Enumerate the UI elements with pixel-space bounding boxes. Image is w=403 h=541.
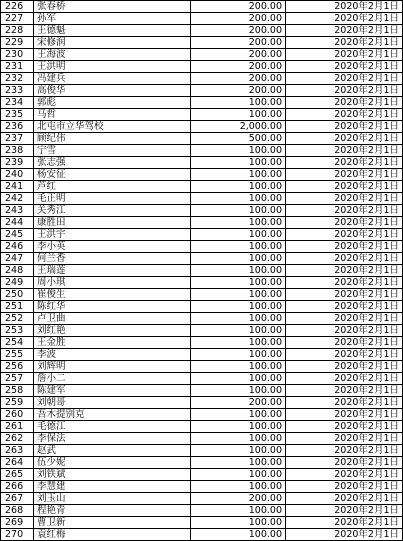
amount-cell[interactable]: 200.00 [191,37,286,49]
date-cell[interactable]: 2020年2月1日 [286,361,403,373]
date-cell[interactable]: 2020年2月1日 [286,529,403,541]
row-number-cell[interactable]: 257 [1,373,34,385]
row-number-cell[interactable]: 269 [1,517,34,529]
date-cell[interactable]: 2020年2月1日 [286,373,403,385]
name-cell[interactable]: 毛德江 [34,421,191,433]
date-cell[interactable]: 2020年2月1日 [286,277,403,289]
name-cell[interactable]: 北屯市立华驾校 [34,121,191,133]
row-number-cell[interactable]: 240 [1,169,34,181]
amount-cell[interactable]: 100.00 [191,469,286,481]
name-cell[interactable]: 宁雪 [34,145,191,157]
name-cell[interactable]: 卢卫曲 [34,313,191,325]
row-number-cell[interactable]: 253 [1,325,34,337]
amount-cell[interactable]: 100.00 [191,265,286,277]
name-cell[interactable]: 何兰香 [34,253,191,265]
table-row [1,61,403,73]
name-cell[interactable]: 程艳青 [34,505,191,517]
row-number-cell[interactable]: 242 [1,193,34,205]
date-cell[interactable]: 2020年2月1日 [286,397,403,409]
amount-cell[interactable]: 100.00 [191,253,286,265]
date-cell[interactable]: 2020年2月1日 [286,217,403,229]
amount-cell[interactable]: 2,000.00 [191,121,286,133]
table-row [1,253,403,265]
row-number-cell[interactable]: 235 [1,109,34,121]
date-cell[interactable]: 2020年2月1日 [286,157,403,169]
amount-cell[interactable]: 100.00 [191,361,286,373]
table-row [1,313,403,325]
date-cell[interactable]: 2020年2月1日 [286,121,403,133]
row-number-cell[interactable]: 234 [1,97,34,109]
row-number-cell[interactable]: 249 [1,277,34,289]
name-cell[interactable]: 崔俊生 [34,289,191,301]
row-number-cell[interactable]: 244 [1,217,34,229]
date-cell[interactable]: 2020年2月1日 [286,241,403,253]
amount-cell[interactable]: 200.00 [191,85,286,97]
row-number-cell[interactable]: 246 [1,241,34,253]
date-cell[interactable]: 2020年2月1日 [286,421,403,433]
table-row [1,421,403,433]
table-row [1,49,403,61]
amount-cell[interactable]: 200.00 [191,1,286,13]
table-row [1,277,403,289]
name-cell[interactable]: 刘红艳 [34,325,191,337]
name-cell[interactable]: 李慧建 [34,481,191,493]
amount-cell[interactable]: 100.00 [191,181,286,193]
name-cell[interactable]: 毛正明 [34,193,191,205]
name-cell[interactable]: 康胜田 [34,217,191,229]
date-cell[interactable]: 2020年2月1日 [286,301,403,313]
amount-cell[interactable]: 200.00 [191,73,286,85]
row-number-cell[interactable]: 263 [1,445,34,457]
amount-cell[interactable]: 100.00 [191,505,286,517]
name-cell[interactable]: 冯建兵 [34,73,191,85]
amount-cell[interactable]: 100.00 [191,205,286,217]
amount-cell[interactable]: 200.00 [191,397,286,409]
amount-cell[interactable]: 100.00 [191,193,286,205]
name-cell[interactable]: 李保法 [34,433,191,445]
row-number-cell[interactable]: 256 [1,361,34,373]
name-cell[interactable]: 王洪明 [34,61,191,73]
table-row [1,241,403,253]
name-cell[interactable]: 周小琪 [34,277,191,289]
row-number-cell[interactable]: 268 [1,505,34,517]
date-cell[interactable]: 2020年2月1日 [286,229,403,241]
name-cell[interactable]: 曹卫新 [34,517,191,529]
date-cell[interactable]: 2020年2月1日 [286,49,403,61]
amount-cell[interactable]: 100.00 [191,301,286,313]
table-row [1,169,403,181]
row-number-cell[interactable]: 252 [1,313,34,325]
row-number-cell[interactable]: 236 [1,121,34,133]
table-row [1,265,403,277]
date-cell[interactable]: 2020年2月1日 [286,493,403,505]
amount-cell[interactable]: 100.00 [191,325,286,337]
date-cell[interactable]: 2020年2月1日 [286,37,403,49]
date-cell[interactable]: 2020年2月1日 [286,169,403,181]
amount-cell[interactable]: 100.00 [191,157,286,169]
name-cell[interactable]: 吾木提别克 [34,409,191,421]
date-cell[interactable]: 2020年2月1日 [286,289,403,301]
name-cell[interactable]: 詹小二 [34,373,191,385]
name-cell[interactable]: 张春桥 [34,1,191,13]
name-cell[interactable]: 杨安征 [34,169,191,181]
date-cell[interactable]: 2020年2月1日 [286,457,403,469]
table-row [1,445,403,457]
amount-cell[interactable]: 100.00 [191,109,286,121]
table-row [1,397,403,409]
amount-cell[interactable]: 100.00 [191,349,286,361]
row-number-cell[interactable]: 230 [1,49,34,61]
row-number-cell[interactable]: 232 [1,73,34,85]
date-cell[interactable]: 2020年2月1日 [286,313,403,325]
table-row [1,145,403,157]
table-row [1,73,403,85]
amount-cell[interactable]: 100.00 [191,385,286,397]
table-row [1,85,403,97]
table-row [1,25,403,37]
amount-cell[interactable]: 100.00 [191,169,286,181]
name-cell[interactable]: 刘朝哥 [34,397,191,409]
table-row [1,481,403,493]
row-number-cell[interactable]: 226 [1,1,34,13]
table-row [1,409,403,421]
name-cell[interactable]: 孙军 [34,13,191,25]
name-cell[interactable]: 王德魁 [34,25,191,37]
date-cell[interactable]: 2020年2月1日 [286,109,403,121]
table-row [1,13,403,25]
amount-cell[interactable]: 100.00 [191,421,286,433]
name-cell[interactable]: 袁红梅 [34,529,191,541]
table-row [1,505,403,517]
row-number-cell[interactable]: 264 [1,457,34,469]
row-number-cell[interactable]: 241 [1,181,34,193]
amount-cell[interactable]: 100.00 [191,229,286,241]
name-cell[interactable]: 马哲 [34,109,191,121]
date-cell[interactable]: 2020年2月1日 [286,481,403,493]
amount-cell[interactable]: 200.00 [191,61,286,73]
table-row [1,1,403,13]
table-row [1,229,403,241]
table-row [1,457,403,469]
table-row [1,349,403,361]
row-number-cell[interactable]: 260 [1,409,34,421]
amount-cell[interactable]: 100.00 [191,457,286,469]
table-row [1,493,403,505]
name-cell[interactable]: 李小英 [34,241,191,253]
table-row [1,37,403,49]
amount-cell[interactable]: 200.00 [191,49,286,61]
table-row [1,217,403,229]
table-row [1,133,403,145]
name-cell[interactable]: 芦红 [34,181,191,193]
name-cell[interactable]: 关秀江 [34,205,191,217]
row-number-cell[interactable]: 270 [1,529,34,541]
table-row [1,373,403,385]
date-cell[interactable]: 2020年2月1日 [286,181,403,193]
amount-cell[interactable]: 100.00 [191,373,286,385]
row-number-cell[interactable]: 239 [1,157,34,169]
amount-cell[interactable]: 100.00 [191,313,286,325]
date-cell[interactable]: 2020年2月1日 [286,205,403,217]
row-number-cell[interactable]: 251 [1,301,34,313]
amount-cell[interactable]: 100.00 [191,445,286,457]
amount-cell[interactable]: 100.00 [191,145,286,157]
table-row [1,181,403,193]
date-cell[interactable]: 2020年2月1日 [286,409,403,421]
amount-cell[interactable]: 100.00 [191,529,286,541]
date-cell[interactable]: 2020年2月1日 [286,145,403,157]
row-number-cell[interactable]: 250 [1,289,34,301]
amount-cell[interactable]: 100.00 [191,217,286,229]
date-cell[interactable]: 2020年2月1日 [286,133,403,145]
amount-cell[interactable]: 100.00 [191,409,286,421]
table-row [1,361,403,373]
date-cell[interactable]: 2020年2月1日 [286,97,403,109]
table-row [1,289,403,301]
date-cell[interactable]: 2020年2月1日 [286,325,403,337]
table-row [1,325,403,337]
date-cell[interactable]: 2020年2月1日 [286,385,403,397]
name-cell[interactable]: 刘铁斌 [34,469,191,481]
date-cell[interactable]: 2020年2月1日 [286,517,403,529]
name-cell[interactable]: 李波 [34,349,191,361]
name-cell[interactable]: 陈建军 [34,385,191,397]
table-row [1,337,403,349]
name-cell[interactable]: 郭彪 [34,97,191,109]
amount-cell[interactable]: 100.00 [191,337,286,349]
table-row [1,109,403,121]
name-cell[interactable]: 张志强 [34,157,191,169]
name-cell[interactable]: 赵武 [34,445,191,457]
amount-cell[interactable]: 100.00 [191,517,286,529]
table-row [1,529,403,541]
row-number-cell[interactable]: 248 [1,265,34,277]
date-cell[interactable]: 2020年2月1日 [286,349,403,361]
row-number-cell[interactable]: 231 [1,61,34,73]
row-number-cell[interactable]: 247 [1,253,34,265]
amount-cell[interactable]: 200.00 [191,25,286,37]
name-cell[interactable]: 刘辉明 [34,361,191,373]
amount-cell[interactable]: 100.00 [191,241,286,253]
row-number-cell[interactable]: 267 [1,493,34,505]
row-number-cell[interactable]: 228 [1,25,34,37]
row-number-cell[interactable]: 237 [1,133,34,145]
amount-cell[interactable]: 100.00 [191,481,286,493]
name-cell[interactable]: 王洪宇 [34,229,191,241]
amount-cell[interactable]: 200.00 [191,493,286,505]
amount-cell[interactable]: 200.00 [191,13,286,25]
row-number-cell[interactable]: 255 [1,349,34,361]
table-row [1,205,403,217]
amount-cell[interactable]: 500.00 [191,133,286,145]
row-number-cell[interactable]: 238 [1,145,34,157]
name-cell[interactable]: 伍少妮 [34,457,191,469]
row-number-cell[interactable]: 243 [1,205,34,217]
table-row [1,121,403,133]
date-cell[interactable]: 2020年2月1日 [286,85,403,97]
row-number-cell[interactable]: 259 [1,397,34,409]
table-body [1,1,403,541]
row-number-cell[interactable]: 262 [1,433,34,445]
table-row [1,193,403,205]
amount-cell[interactable]: 100.00 [191,97,286,109]
name-cell[interactable]: 王瑞莲 [34,265,191,277]
date-cell[interactable]: 2020年2月1日 [286,193,403,205]
row-number-cell[interactable]: 245 [1,229,34,241]
table-row [1,301,403,313]
amount-cell[interactable]: 100.00 [191,277,286,289]
row-number-cell[interactable]: 233 [1,85,34,97]
name-cell[interactable]: 王金胜 [34,337,191,349]
date-cell[interactable]: 2020年2月1日 [286,265,403,277]
date-cell[interactable]: 2020年2月1日 [286,1,403,13]
row-number-cell[interactable]: 265 [1,469,34,481]
table-row [1,469,403,481]
name-cell[interactable]: 陈红华 [34,301,191,313]
name-cell[interactable]: 刘玉山 [34,493,191,505]
row-number-cell[interactable]: 266 [1,481,34,493]
table-row [1,433,403,445]
date-cell[interactable]: 2020年2月1日 [286,73,403,85]
row-number-cell[interactable]: 258 [1,385,34,397]
row-number-cell[interactable]: 254 [1,337,34,349]
date-cell[interactable]: 2020年2月1日 [286,433,403,445]
row-number-cell[interactable]: 261 [1,421,34,433]
date-cell[interactable]: 2020年2月1日 [286,61,403,73]
amount-cell[interactable]: 100.00 [191,433,286,445]
date-cell[interactable]: 2020年2月1日 [286,13,403,25]
table-row [1,385,403,397]
date-cell[interactable]: 2020年2月1日 [286,469,403,481]
name-cell[interactable]: 王海波 [34,49,191,61]
table-row [1,517,403,529]
date-cell[interactable]: 2020年2月1日 [286,337,403,349]
date-cell[interactable]: 2020年2月1日 [286,25,403,37]
date-cell[interactable]: 2020年2月1日 [286,253,403,265]
name-cell[interactable]: 高俊华 [34,85,191,97]
row-number-cell[interactable]: 229 [1,37,34,49]
name-cell[interactable]: 宋修润 [34,37,191,49]
name-cell[interactable]: 顾纪伟 [34,133,191,145]
date-cell[interactable]: 2020年2月1日 [286,505,403,517]
amount-cell[interactable]: 100.00 [191,289,286,301]
table-row [1,97,403,109]
date-cell[interactable]: 2020年2月1日 [286,445,403,457]
row-number-cell[interactable]: 227 [1,13,34,25]
table-row [1,157,403,169]
